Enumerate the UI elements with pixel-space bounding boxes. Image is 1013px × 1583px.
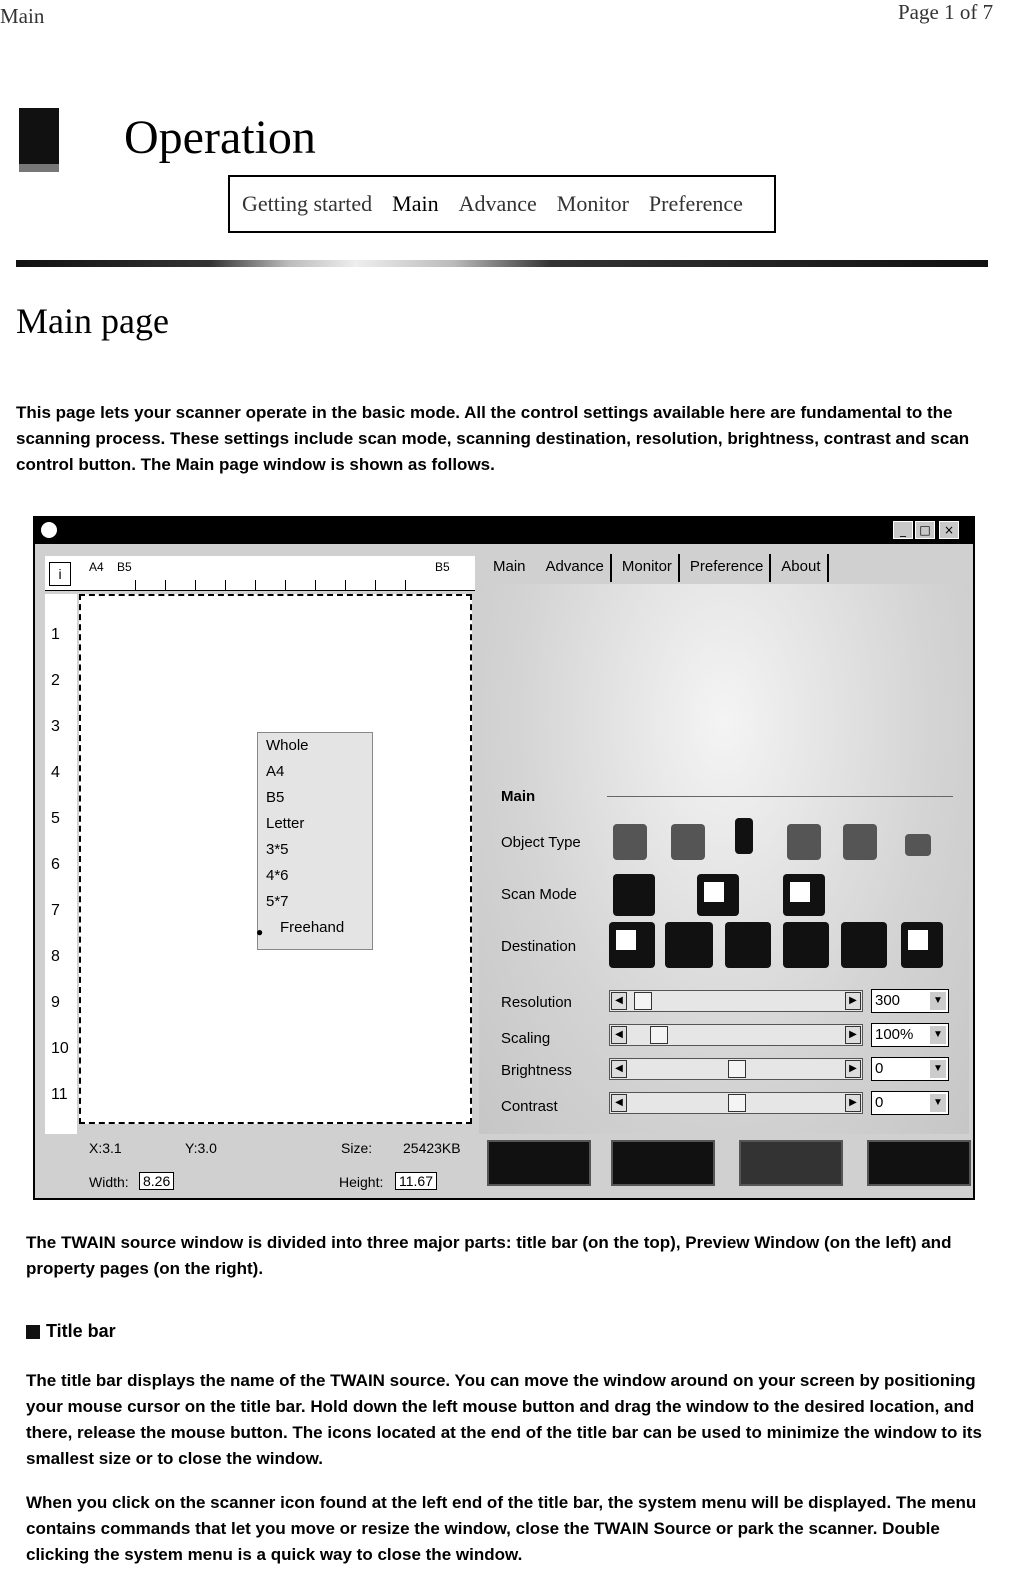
section-rule [607,796,953,797]
vruler-label: 8 [51,948,60,965]
ruler-b5-right-marker[interactable]: B5 [435,560,450,574]
property-panel [479,584,969,1134]
menu-item-letter[interactable]: Letter [266,815,305,832]
menu-item-whole[interactable]: Whole [266,737,309,754]
vertical-ruler [45,594,77,1134]
gray-mode-icon[interactable] [697,874,739,916]
menu-item-5x7[interactable]: 5*7 [266,893,289,910]
contrast-label: Contrast [501,1098,558,1115]
width-label: Width: [89,1174,129,1190]
negative-icon[interactable] [843,824,877,860]
close-button[interactable]: × [939,521,959,539]
ruler-a4-marker[interactable]: A4 [89,560,104,574]
scaling-label: Scaling [501,1030,551,1047]
menu-item-3x5[interactable]: 3*5 [266,841,289,858]
operation-book-icon [19,108,59,172]
scan-mode-label: Scan Mode [501,886,577,903]
brightness-slider[interactable]: ◀ ▶ [609,1058,863,1080]
ruler-b5-marker[interactable]: B5 [117,560,132,574]
tab-about[interactable]: About [775,554,828,582]
tab-main[interactable]: Main [493,558,526,575]
intro-paragraph: This page lets your scanner operate in the basic mode. All the control settings available here are fundamental to the scanning process. These settings include scan mode, scanning destination, resolution, brightness, contrast and scan control button. The Main page window is shown as follows. [16,403,970,474]
display-icon[interactable] [609,922,655,968]
section-divider [16,260,988,267]
property-tabs [487,554,833,582]
vruler-label: 7 [51,902,60,919]
contrast-select[interactable]: 0 ▼ [871,1091,949,1115]
section-bullet-icon [26,1325,40,1339]
contrast-slider[interactable]: ◀ ▶ [609,1092,863,1114]
object-type-label: Object Type [501,834,581,851]
height-input[interactable]: 11.67 [395,1172,437,1190]
ocr-icon[interactable] [783,922,829,968]
size-value: 25423KB [403,1140,461,1156]
preview-status-bar [89,1140,479,1162]
scaling-slider[interactable]: ◀ ▶ [609,1024,863,1046]
vruler-label: 11 [51,1086,68,1103]
operation-title: Operation [124,111,316,164]
title-bar-paragraph-2: When you click on the scanner icon found at the left end of the title bar, the system menu will be displayed. The menu contains commands that let you move or resize the window, close the TWAIN Source or park the scanner. Double clicking the system menu is a quick way to close the window. [26,1493,977,1564]
main-page-heading: Main page [16,301,169,341]
vruler-label: 2 [51,672,60,689]
resolution-select[interactable]: 300 ▼ [871,989,949,1013]
dimension-controls [89,1172,489,1196]
transparency-icon[interactable] [905,834,931,856]
brightness-select[interactable]: 0 ▼ [871,1057,949,1081]
operation-nav [228,175,776,233]
title-bar-paragraph-1: The title bar displays the name of the TWAIN source. You can move the window around on your screen by positioning your mouse cursor on the title bar. Hold down the left mouse button and drag the window to the desired location, and there, release the mouse button. The icons located at the end of the title bar can be used to minimize the window to its smallest size or to close the window. [26,1371,982,1468]
horizontal-ruler [45,556,475,591]
height-label: Height: [339,1174,384,1190]
clipboard-icon[interactable] [901,922,943,968]
vruler-label: 1 [51,626,60,643]
vruler-label: 5 [51,810,60,827]
twain-window-screenshot [33,516,975,1200]
menu-item-freehand[interactable]: Freehand [280,919,345,936]
reflective-icon[interactable] [613,824,647,860]
tab-preference[interactable]: Preference [684,554,771,582]
preview-scan-button[interactable] [487,1140,591,1186]
window-title-bar[interactable] [35,518,973,544]
scanner-system-icon[interactable] [41,522,57,538]
size-label: Size: [341,1140,373,1156]
page-header-left: Main [0,4,45,28]
menu-item-a4[interactable]: A4 [266,763,285,780]
vruler-label: 4 [51,764,60,781]
page-size-menu [257,732,373,950]
vruler-label: 9 [51,994,60,1011]
title-bar-heading [26,1318,116,1344]
y-coordinate: Y:3.0 [185,1140,217,1156]
tab-monitor[interactable]: Monitor [616,554,680,582]
x-coordinate: X:3.1 [89,1140,122,1156]
page-number: Page 1 of 7 [898,0,994,24]
copy-icon[interactable] [665,922,713,968]
vruler-label: 10 [51,1040,69,1057]
width-input[interactable]: 8.26 [139,1172,174,1190]
resolution-label: Resolution [501,994,572,1011]
twain-description: The TWAIN source window is divided into three major parts: title bar (on the top), Preview Window (on the left) and property pages (on the right). [26,1233,952,1278]
nav-monitor[interactable]: Monitor [556,191,629,216]
title-bar-heading-text: Title bar [46,1321,116,1341]
help-button[interactable] [739,1140,843,1186]
vruler-label: 6 [51,856,60,873]
maximize-button[interactable]: □ [915,521,935,539]
minimize-button[interactable]: _ [893,521,913,539]
scaling-select[interactable]: 100% ▼ [871,1023,949,1047]
vruler-label: 3 [51,718,60,735]
film-strip-icon[interactable] [735,818,753,854]
nav-advance[interactable]: Advance [458,191,537,216]
line-art-icon[interactable] [783,874,825,916]
resolution-slider[interactable]: ◀ ▶ [609,990,863,1012]
selected-bullet-icon: ● [256,925,264,939]
menu-item-b5[interactable]: B5 [266,789,285,806]
main-section-title: Main [501,788,536,805]
printer-icon[interactable] [725,922,771,968]
menu-item-4x6[interactable]: 4*6 [266,867,289,884]
color-mode-icon[interactable] [613,874,655,916]
destination-label: Destination [501,938,577,955]
nav-main[interactable]: Main [392,191,439,216]
fax-icon[interactable] [841,922,887,968]
tab-advance[interactable]: Advance [540,554,612,582]
info-button[interactable]: i [49,562,71,586]
photo-icon[interactable] [671,824,705,860]
nav-preference[interactable]: Preference [648,191,743,216]
slide-icon[interactable] [787,824,821,860]
nav-getting-started[interactable]: Getting started [242,191,373,216]
scan-button[interactable] [611,1140,715,1186]
exit-button[interactable] [867,1140,971,1186]
brightness-label: Brightness [501,1062,572,1079]
